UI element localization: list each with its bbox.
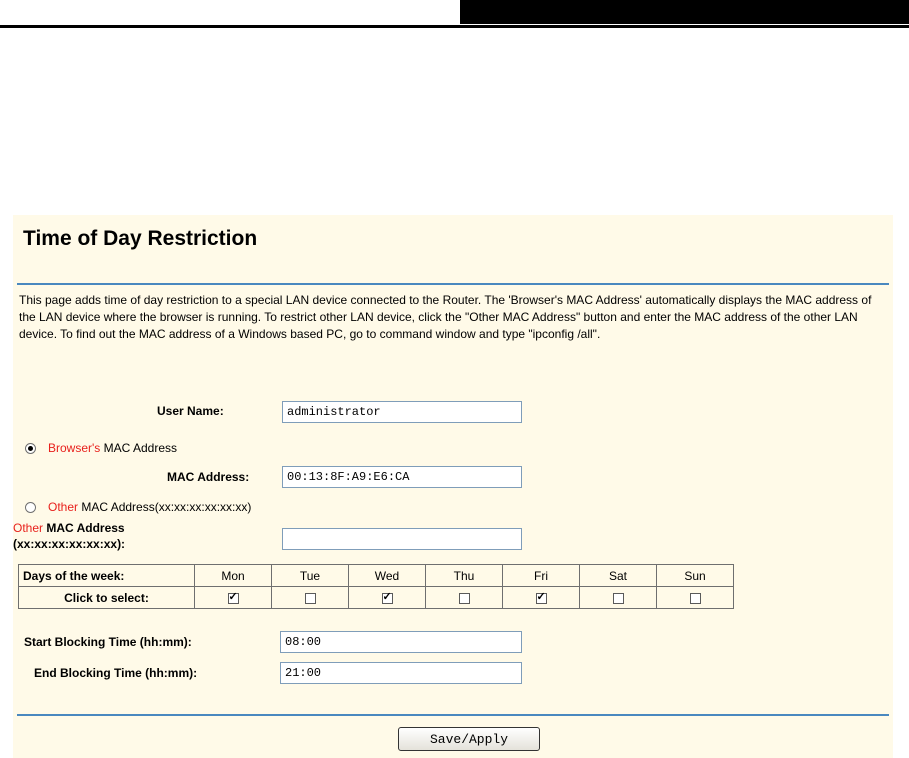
save-apply-button[interactable]: Save/Apply [398,727,540,751]
other-mac-radio-label-red: Other [48,500,79,514]
other-mac-option[interactable] [25,500,251,514]
day-wed-checkbox[interactable] [382,593,393,604]
day-thu-checkbox[interactable] [459,593,470,604]
header-rule [0,25,909,28]
day-thu-label: Thu [426,565,503,587]
day-tue-cell [272,587,349,609]
end-time-input[interactable] [280,662,522,684]
browser-mac-radio[interactable] [25,443,36,454]
other-mac-label-bold: MAC Address [43,521,125,535]
page-title: Time of Day Restriction [23,227,258,250]
days-select-row [19,587,734,609]
user-name-input[interactable] [282,401,522,423]
day-sat-label: Sat [580,565,657,587]
other-mac-format-label: (xx:xx:xx:xx:xx:xx): [13,537,126,551]
day-fri-cell [503,587,580,609]
day-sat-checkbox[interactable] [613,593,624,604]
day-sat-cell [580,587,657,609]
time-of-day-panel [13,215,893,758]
day-wed-cell [349,587,426,609]
days-table [18,564,734,609]
browser-mac-radio-label-red: Browser's [48,441,101,455]
day-sun-checkbox[interactable] [690,593,701,604]
mac-address-input[interactable] [282,466,522,488]
other-mac-radio[interactable] [25,502,36,513]
other-mac-input[interactable] [282,528,522,550]
day-wed-label: Wed [349,565,426,587]
other-mac-label-block [13,520,125,552]
day-mon-cell [195,587,272,609]
end-time-label: End Blocking Time (hh:mm): [34,666,198,680]
bottom-divider [17,714,889,716]
mac-address-label: MAC Address: [167,470,250,484]
day-thu-cell [426,587,503,609]
top-divider [17,283,889,285]
day-tue-label: Tue [272,565,349,587]
day-mon-label: Mon [195,565,272,587]
page-description: This page adds time of day restriction to a special LAN device connected to the Router. The 'Browser's MAC Address' automatically displays the MAC address of the LAN device where the browser is running. To restrict other LAN device, click the "Other MAC Address" button and enter the MAC address of the other LAN device. To find out the MAC address of a Windows based PC, go to command window and type "ipconfig /all". [19,293,872,341]
header-bar [460,0,909,24]
day-mon-checkbox[interactable] [228,593,239,604]
start-time-label: Start Blocking Time (hh:mm): [24,635,192,649]
browser-mac-option[interactable] [25,441,177,455]
user-name-label: User Name: [157,404,224,418]
other-mac-label-red: Other [13,521,44,535]
start-time-input[interactable] [280,631,522,653]
day-tue-checkbox[interactable] [305,593,316,604]
day-fri-checkbox[interactable] [536,593,547,604]
days-header-label: Days of the week: [19,565,195,587]
day-fri-label: Fri [503,565,580,587]
days-header-row [19,565,734,587]
day-sun-label: Sun [657,565,734,587]
select-header-label: Click to select: [19,587,195,609]
day-sun-cell [657,587,734,609]
browser-mac-radio-label: MAC Address [100,441,178,455]
other-mac-radio-label: MAC Address(xx:xx:xx:xx:xx:xx) [78,500,252,514]
